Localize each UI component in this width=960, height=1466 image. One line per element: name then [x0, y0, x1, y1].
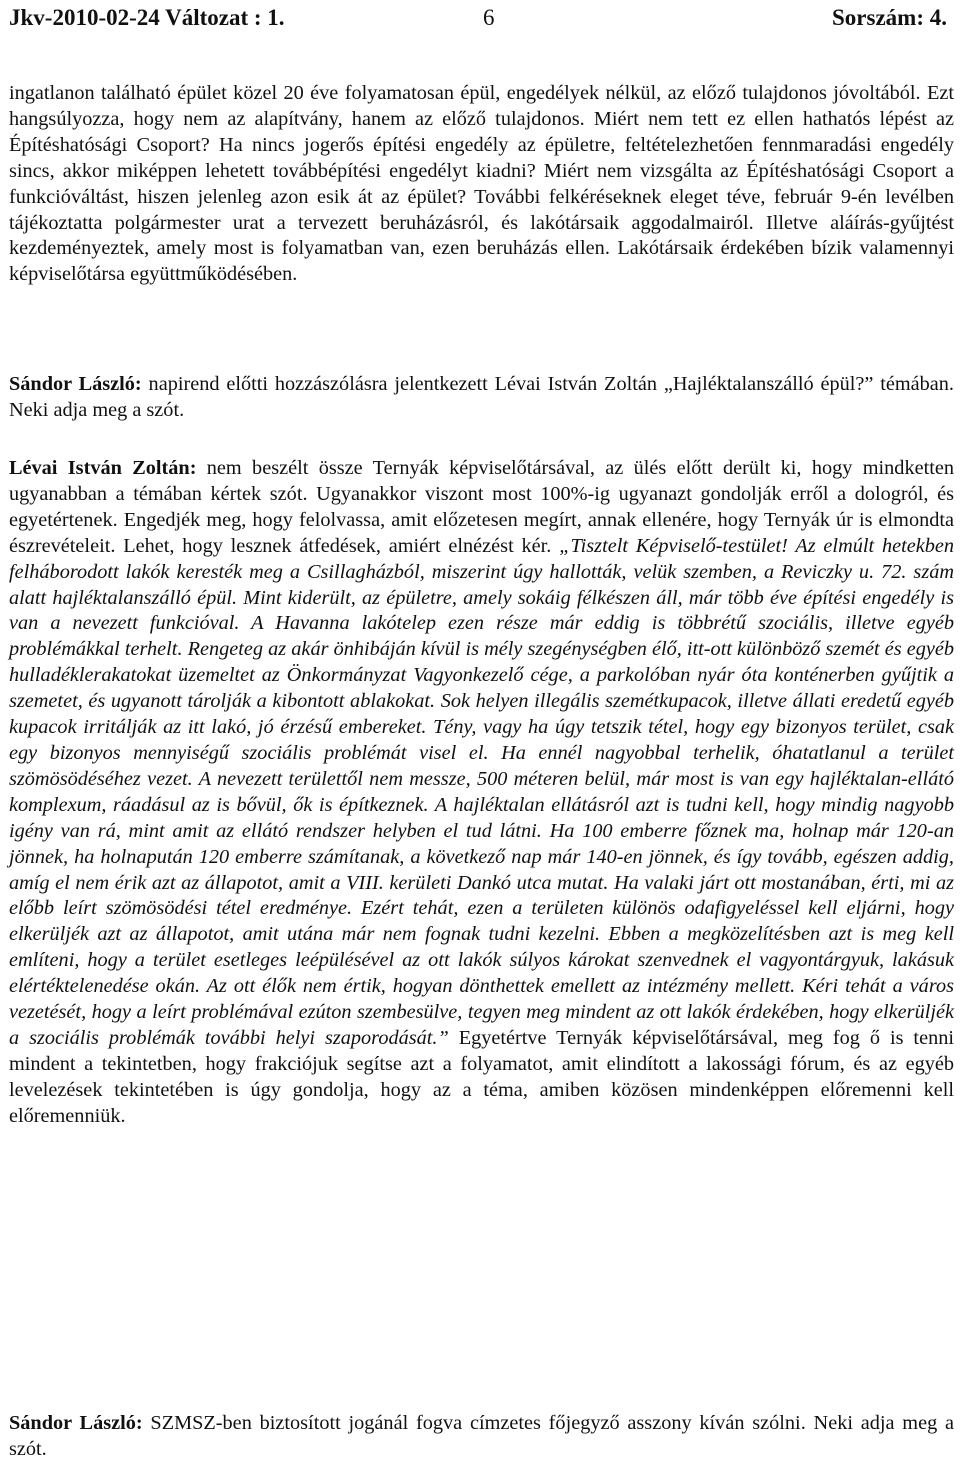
paragraph-levai	[9, 456, 954, 1130]
paragraph-text-closing: Egyetértve Ternyák képviselőtársával, meg fog ő is tenni mindent a tekintetben, hogy frakciójuk segítse azt a folyamatot, amit elindított a lakossági fórum, és az egyéb levelezések tekintetében is úgy gondolja, hogy az a téma, amiben közösen mindenképpen előremenni kell előremenniük.	[9, 1026, 954, 1127]
document-id: Jkv-2010-02-24 Változat : 1.	[9, 5, 285, 30]
page-header	[9, 0, 947, 36]
serial-number: Sorszám: 4.	[832, 5, 947, 30]
page-number: 6	[483, 5, 495, 30]
paragraph-intro: ingatlanon található épület közel 20 éve folyamatosan épül, engedélyek nélkül, az előző tulajdonos jóvoltából. Ezt hangsúlyozza, hogy nem az alapítvány, hanem az előző tulajdonos. Miért nem tett ez ellen hathatós lépést az Építéshatósági Csoport? Ha nincs jogerős építési engedély az épületre, feltételezhetően fennmaradási engedély sincs, akkor miképpen lehetett továbbépítési engedélyt kiadni? Miért nem vizsgálta az Építéshatósági Csoport a funkcióváltást, hiszen jelenleg azon esik át az épület? További felkéréseknek eleget téve, február 9-én levélben tájékoztatta polgármester urat a tervezett beruházásról, és lakótársaik aggodalmairól. Illetve aláírás-gyűjtést kezdeményeztek, amely most is folyamatban van, ezen beruházás ellen. Lakótársaik érdekében bízik valamennyi képviselőtársa együttműködésében.	[9, 82, 954, 286]
speaker-name: Lévai István Zoltán:	[9, 457, 197, 479]
paragraph-sandor-2	[9, 1411, 954, 1463]
speaker-name: Sándor László:	[9, 373, 142, 395]
paragraph-text: SZMSZ-ben biztosított jogánál fogva címzetes főjegyző asszony kíván szólni. Neki adja meg a szót.	[9, 1412, 955, 1460]
paragraph-text: napirend előtti hozzászólásra jelentkezett Lévai István Zoltán „Hajléktalanszálló épül?” témában. Neki adja meg a szót.	[9, 373, 954, 421]
paragraph-text: nem beszélt össze Ternyák képviselőtársával, az ülés előtt derült ki, hogy mindketten ugyanabban a témában kértek szót. Ugyanakkor viszont most 100%-ig ugyanazt gondolják erről a dologról, és egyetértenek. Engedjék meg, hogy felolvassa, amit előzetesen megírt, annak ellenére, hogy Ternyák úr is elmondta észrevételeit. Lehet, hogy lesznek átfedések, amiért elnézést kér.	[9, 457, 954, 557]
paragraph-sandor-1	[9, 372, 954, 424]
speaker-name: Sándor László:	[9, 1412, 143, 1434]
quoted-letter: „Tisztelt Képviselő-testület! Az elmúlt hetekben felháborodott lakók keresték meg a Csillagházból, miszerint úgy hallották, velük szemben, a Reviczky u. 72. szám alatt hajléktalanszálló épül. Mint kiderült, az épületre, amely sokáig félkészen áll, már több éve építési engedély is van a nevezett funkcióval. A Havanna lakótelep ezen része már eddig is többrétű szociális, illetve egyéb problémákkal terhelt. Rengeteg az akár önhibáján kívül is mély szegénységben élő, itt-ott különböző szemét és egyéb hulladéklerakatokat üzemeltet az Önkormányzat Vagyonkezelő cége, a parkolóban nyár óta konténerben gyűjtik a szemetet, és ugyanott tárolják a kibontott ablakokat. Sok helyen illegális szemétkupacok, illetve állati eredetű egyéb kupacok irritálják az itt lakó, jó érzésű embereket. Tény, vagy ha úgy tetszik tétel, hogy egy bizonyos terület, csak egy bizonyos mennyiségű szociális problémát visel el. Ha ennél nagyobbal terhelik, óhatatlanul a terület szömösödéséhez vezet. A nevezett területtől nem messze, 500 méteren belül, már most is van egy hajléktalan-ellátó komplexum, ráadásul az is bővül, ők is építkeznek. A hajléktalan ellátásról azt is tudni kell, hogy mindig nagyobb igény van rá, mint amit az ellátó rendszer helyben el tud látni. Ha 100 emberre főznek ma, holnap már 120-an jönnek, ha holnapután 120 emberre számítanak, a következő nap már 140-en jönnek, és így tovább, egészen addig, amíg el nem érik azt az állapotot, amit a VIII. kerületi Dankó utca mutat. Ha valaki járt ott mostanában, érti, mi az előbb leírt szömösödési tétel eredménye. Ezért tehát, ezen a területen különös odafigyeléssel kell eljárni, hogy elkerüljék azt az állapotot, amit utána már nem fognak tudni kezelni. Ebben a megközelítésben azt is meg kell említeni, hogy a terület esetleges leépülésével az ott lakók súlyos károkat szenvednek el vagyontárgyuk, lakásuk elértéktelenedése okán. Az ott élők nem értik, hogyan dönthettek emellett az intézmény mellett. Kéri tehát a város vezetését, hogy a leírt problémával ezúton szembesülve, tegyen meg mindent az ott lakók érdekében, hogy elkerüljék a szociális problémák további helyi szaporodását.”	[9, 534, 955, 1049]
